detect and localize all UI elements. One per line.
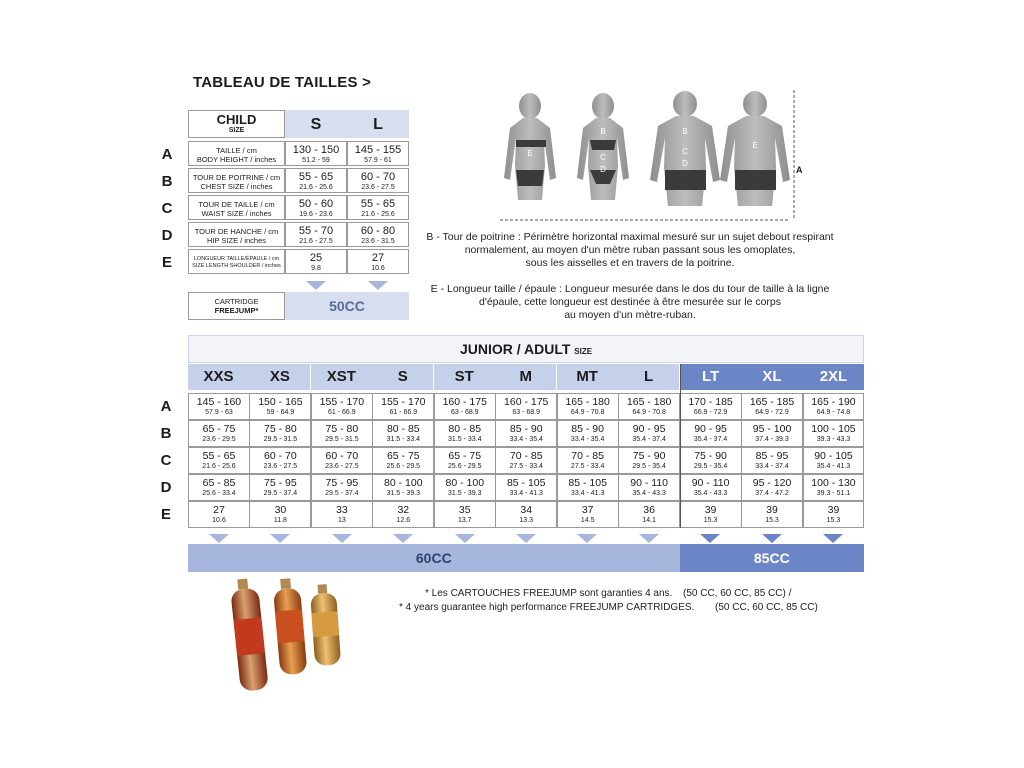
- value-cm: 65 - 75: [202, 423, 236, 435]
- adult-value-cell: [495, 393, 557, 420]
- value-cm: 80 - 85: [448, 423, 482, 435]
- value-cm: 34: [520, 504, 533, 516]
- body-measurement-figures: [490, 88, 810, 228]
- value-inches: 31.5 - 33.4: [386, 436, 421, 443]
- child-header-title: CHILD: [216, 112, 257, 127]
- value-inches: 66.9 - 72.9: [693, 409, 728, 416]
- description-length-line: d'épaule, cette longueur est destinée à être mesurée sur le corps: [478, 296, 782, 308]
- row-letter: E: [161, 254, 172, 271]
- value-inches: 19.6 - 23.6: [299, 211, 333, 218]
- adult-value-cell: [434, 447, 496, 474]
- svg-text:B: B: [600, 127, 606, 136]
- value-inches: 61 - 66.9: [328, 409, 356, 416]
- adult-value-cell: [803, 501, 865, 528]
- adult-value-cell: [372, 474, 434, 501]
- adult-value-cell: [803, 474, 865, 501]
- adult-value-cell: [495, 501, 557, 528]
- value-inches: 33.4 - 41.3: [570, 490, 605, 497]
- adult-value-cell: [741, 447, 803, 474]
- value-cm: 155 - 170: [381, 396, 426, 408]
- value-inches: 13: [337, 517, 346, 524]
- child-row-label: [188, 168, 285, 193]
- svg-text:D: D: [600, 165, 606, 174]
- adult-value-cell: [249, 420, 311, 447]
- adult-value-cell: [680, 420, 742, 447]
- child-value-cell: [285, 141, 347, 166]
- value-cm: 160 - 175: [504, 396, 549, 408]
- banner-size-label: SIZE: [574, 347, 593, 356]
- adult-value-cell: [249, 393, 311, 420]
- value-cm: 130 - 150: [292, 144, 340, 156]
- adult-value-cell: [372, 447, 434, 474]
- value-cm: 70 - 85: [571, 450, 604, 462]
- child-cartridge-value: 50CC: [285, 292, 409, 320]
- value-inches: 29.5 - 37.4: [325, 490, 359, 497]
- adult-value-cell: [741, 420, 803, 447]
- size-group-divider: [680, 364, 681, 528]
- value-cm: 80 - 100: [445, 477, 485, 489]
- value-cm: 100 - 105: [811, 423, 856, 435]
- value-cm: 95 - 120: [752, 477, 792, 489]
- adult-value-cell: [741, 474, 803, 501]
- value-cm: 100 - 130: [811, 477, 856, 489]
- adult-value-cell: [803, 447, 865, 474]
- adult-value-cell: [372, 420, 434, 447]
- value-inches: 12.6: [396, 517, 411, 524]
- value-cm: 65 - 85: [202, 477, 236, 489]
- description-chest-line: B - Tour de poitrine : Périmètre horizontal maximal mesuré sur un sujet debout respirant: [426, 231, 834, 243]
- figure-boy-back: [720, 91, 790, 206]
- adult-value-cell: [311, 501, 373, 528]
- banner-title: JUNIOR / ADULT: [459, 341, 571, 357]
- svg-text:C: C: [682, 147, 688, 156]
- value-cm: 32: [397, 504, 410, 516]
- adult-value-cell: [557, 474, 619, 501]
- adult-pointer-triangle: [639, 534, 659, 543]
- value-inches: 59 - 64.9: [266, 409, 295, 416]
- value-cm: 90 - 110: [691, 477, 730, 489]
- value-inches: 11.8: [273, 517, 287, 524]
- svg-text:E: E: [752, 141, 758, 150]
- value-cm: 90 - 105: [814, 450, 853, 462]
- value-cm: 165 - 180: [565, 396, 610, 408]
- value-inches: 29.5 - 35.4: [632, 463, 666, 470]
- cartridge-label-line: CARTRIDGE: [214, 297, 259, 306]
- row-letter: C: [160, 452, 172, 469]
- child-row-label-line: TOUR DE HANCHE / cm: [194, 227, 279, 236]
- description-length: [420, 283, 840, 322]
- adult-value-cell: [495, 420, 557, 447]
- child-row-label-line: CHEST SIZE / inches: [200, 182, 273, 191]
- value-cm: 145 - 160: [196, 396, 242, 408]
- child-value-cell: [347, 249, 409, 274]
- value-inches: 37.4 - 39.3: [755, 436, 789, 443]
- value-inches: 33.4 - 41.3: [509, 490, 543, 497]
- figure-boy-front: [650, 91, 720, 206]
- value-cm: 27: [213, 504, 225, 516]
- child-pointer-triangle: [368, 281, 388, 290]
- value-inches: 39.3 - 51.1: [816, 490, 851, 497]
- value-inches: 35.4 - 41.3: [816, 463, 851, 470]
- value-inches: 25.6 - 29.5: [448, 463, 482, 470]
- adult-value-cell: [372, 501, 434, 528]
- value-cm: 60 - 70: [325, 450, 359, 462]
- child-row-label-line: BODY HEIGHT / inches: [196, 155, 277, 164]
- child-row-label: [188, 195, 285, 220]
- value-cm: 95 - 100: [752, 423, 792, 435]
- value-inches: 13.7: [457, 517, 472, 524]
- value-inches: 23.6 - 31.5: [361, 238, 395, 245]
- child-value-cell: [347, 222, 409, 247]
- note-en: * 4 years guarantee high performance FREEJUMP CARTRIDGES.: [399, 602, 695, 613]
- value-cm: 65 - 75: [386, 450, 420, 462]
- value-inches: 63 - 68.9: [512, 409, 541, 416]
- svg-text:B: B: [682, 127, 688, 136]
- value-inches: 25.6 - 33.4: [202, 490, 236, 497]
- value-cm: 165 - 180: [626, 396, 672, 408]
- adult-cartridge-60: 60CC: [188, 544, 680, 572]
- adult-pointer-triangle: [762, 534, 782, 543]
- value-cm: 75 - 90: [694, 450, 727, 462]
- value-inches: 29.5 - 31.5: [263, 436, 298, 443]
- adult-value-cell: [557, 447, 619, 474]
- figure-girl-back: [504, 93, 556, 200]
- adult-value-cell: [434, 393, 496, 420]
- child-row-label-line: WAIST SIZE / inches: [201, 209, 272, 218]
- child-row-label: [188, 249, 285, 274]
- adult-pointer-triangle: [209, 534, 229, 543]
- adult-value-cell: [495, 474, 557, 501]
- row-letter: D: [161, 227, 173, 244]
- value-cm: 75 - 90: [632, 450, 666, 462]
- adult-size-header: S: [372, 364, 434, 390]
- adult-pointer-triangle: [270, 534, 290, 543]
- value-inches: 23.6 - 29.5: [202, 436, 236, 443]
- adult-size-header: LT: [680, 364, 742, 390]
- value-inches: 10.6: [212, 517, 226, 524]
- value-inches: 29.5 - 35.4: [693, 463, 728, 470]
- value-cm: 39: [766, 504, 778, 516]
- value-cm: 35: [458, 504, 471, 516]
- value-inches: 61 - 66.9: [389, 409, 418, 416]
- value-inches: 33.4 - 35.4: [509, 436, 543, 443]
- value-cm: 65 - 75: [448, 450, 482, 462]
- child-row-label-line: TOUR DE POITRINE / cm: [192, 173, 281, 182]
- adult-size-header: XXS: [188, 364, 250, 390]
- child-value-cell: [347, 141, 409, 166]
- adult-value-cell: [249, 447, 311, 474]
- adult-value-cell: [618, 447, 680, 474]
- value-cm: 165 - 190: [811, 396, 856, 408]
- adult-value-cell: [618, 474, 680, 501]
- adult-value-cell: [741, 393, 803, 420]
- adult-value-cell: [434, 501, 496, 528]
- svg-text:E: E: [527, 149, 533, 158]
- value-inches: 15.3: [703, 517, 718, 524]
- adult-value-cell: [618, 501, 680, 528]
- adult-value-cell: [311, 420, 373, 447]
- child-value-cell: [347, 168, 409, 193]
- value-inches: 35.4 - 37.4: [693, 436, 728, 443]
- child-row-label-line: TOUR DE TAILLE / cm: [198, 200, 275, 209]
- value-cm: 150 - 165: [258, 396, 303, 408]
- description-chest-line: sous les aisselles et en travers de la poitrine.: [525, 257, 735, 269]
- child-row-label: [188, 222, 285, 247]
- description-chest-line: normalement, au moyen d'un mètre ruban passant sous les omoplates,: [464, 244, 796, 256]
- child-cartridge-label: [188, 292, 285, 320]
- value-cm: 27: [371, 252, 385, 264]
- adult-size-header: XL: [741, 364, 803, 390]
- value-cm: 75 - 95: [325, 477, 359, 489]
- value-cm: 80 - 100: [384, 477, 423, 489]
- value-inches: 23.6 - 27.5: [325, 463, 359, 470]
- adult-value-cell: [741, 501, 803, 528]
- adult-pointer-triangle: [577, 534, 597, 543]
- value-cm: 60 - 80: [360, 225, 396, 237]
- adult-pointer-triangle: [516, 534, 536, 543]
- value-inches: 33.4 - 35.4: [570, 436, 605, 443]
- value-cm: 85 - 105: [506, 477, 546, 489]
- adult-pointer-triangle: [455, 534, 475, 543]
- note-fr-values: (50 CC, 60 CC, 85 CC) /: [683, 588, 792, 599]
- value-inches: 21.6 - 25.6: [361, 211, 395, 218]
- description-length-line: au moyen d'un mètre-ruban.: [564, 309, 696, 321]
- adult-size-header: M: [495, 364, 557, 390]
- row-letter: A: [160, 398, 172, 415]
- child-value-cell: [285, 249, 347, 274]
- value-inches: 27.5 - 33.4: [570, 463, 605, 470]
- value-inches: 64.9 - 74.8: [816, 409, 851, 416]
- value-inches: 35.4 - 37.4: [632, 436, 666, 443]
- child-value-cell: [347, 195, 409, 220]
- adult-size-header: XS: [249, 364, 311, 390]
- adult-value-cell: [495, 447, 557, 474]
- adult-value-cell: [557, 501, 619, 528]
- adult-size-header: L: [618, 364, 680, 390]
- value-inches: 14.1: [642, 517, 656, 524]
- row-letter: B: [161, 173, 173, 190]
- value-inches: 37.4 - 47.2: [755, 490, 789, 497]
- adult-value-cell: [680, 393, 742, 420]
- child-size-header: L: [347, 110, 409, 138]
- adult-table-banner: [188, 335, 864, 363]
- cartridges-photo: [225, 574, 365, 700]
- adult-value-cell: [618, 420, 680, 447]
- child-value-cell: [285, 168, 347, 193]
- value-inches: 35.4 - 43.3: [693, 490, 728, 497]
- adult-value-cell: [188, 501, 250, 528]
- adult-cartridge-85: 85CC: [680, 544, 864, 572]
- note-en-values: (50 CC, 60 CC, 85 CC): [715, 602, 818, 613]
- value-cm: 170 - 185: [688, 396, 733, 408]
- cartridge-small: [310, 583, 342, 666]
- value-cm: 55 - 65: [360, 198, 396, 210]
- adult-size-header: XST: [311, 364, 373, 390]
- adult-value-cell: [188, 474, 250, 501]
- value-inches: 64.9 - 70.8: [632, 409, 666, 416]
- value-cm: 39: [704, 504, 717, 516]
- value-inches: 9.8: [311, 265, 321, 272]
- value-cm: 75 - 80: [264, 423, 297, 435]
- description-chest: [415, 231, 845, 270]
- row-letter: E: [160, 506, 171, 523]
- child-value-cell: [285, 222, 347, 247]
- value-inches: 23.6 - 27.5: [361, 184, 395, 191]
- adult-value-cell: [311, 474, 373, 501]
- value-inches: 15.3: [765, 517, 779, 524]
- value-cm: 90 - 95: [694, 423, 727, 435]
- child-row-label-line: TAILLE / cm: [216, 146, 257, 155]
- description-length-line: E - Longueur taille / épaule : Longueur mesurée dans le dos du tour de taille à la ligne: [430, 283, 830, 295]
- value-inches: 29.5 - 31.5: [325, 436, 359, 443]
- value-inches: 25.6 - 29.5: [386, 463, 421, 470]
- value-cm: 155 - 170: [319, 396, 365, 408]
- value-cm: 36: [643, 504, 655, 516]
- adult-value-cell: [680, 447, 742, 474]
- child-size-header: S: [285, 110, 347, 138]
- adult-pointer-triangle: [332, 534, 352, 543]
- adult-value-cell: [434, 474, 496, 501]
- child-row-label-line: SIZE LENGTH SHOULDER / inches: [192, 262, 281, 269]
- value-cm: 75 - 80: [325, 423, 359, 435]
- value-cm: 37: [581, 504, 594, 516]
- value-inches: 27.5 - 33.4: [509, 463, 543, 470]
- row-letter: B: [160, 425, 172, 442]
- child-row-label-line: LONGUEUR TAILLE/ÉPAULE / cm: [193, 256, 280, 262]
- adult-size-header: MT: [557, 364, 619, 390]
- value-inches: 31.5 - 39.3: [448, 490, 482, 497]
- value-inches: 57.9 - 61: [364, 157, 392, 164]
- adult-value-cell: [249, 474, 311, 501]
- adult-value-cell: [434, 420, 496, 447]
- adult-value-cell: [618, 393, 680, 420]
- value-cm: 60 - 70: [360, 171, 396, 183]
- value-cm: 30: [274, 504, 287, 516]
- adult-value-cell: [557, 393, 619, 420]
- adult-value-cell: [680, 474, 742, 501]
- figure-girl-front: [577, 93, 629, 200]
- adult-value-cell: [188, 447, 250, 474]
- value-cm: 33: [336, 504, 348, 516]
- value-inches: 64.9 - 72.9: [755, 409, 789, 416]
- cartridge-medium: [272, 577, 307, 675]
- row-letter: A: [161, 146, 173, 163]
- value-cm: 75 - 95: [264, 477, 297, 489]
- note-fr: * Les CARTOUCHES FREEJUMP sont garanties 4 ans.: [425, 588, 673, 599]
- child-row-label: [188, 141, 285, 166]
- svg-text:D: D: [682, 159, 688, 168]
- value-inches: 64.9 - 70.8: [570, 409, 605, 416]
- value-inches: 21.6 - 27.5: [299, 238, 333, 245]
- adult-pointer-triangle: [823, 534, 843, 543]
- value-cm: 165 - 185: [749, 396, 795, 408]
- value-inches: 35.4 - 43.3: [632, 490, 666, 497]
- row-letter: D: [160, 479, 172, 496]
- adult-value-cell: [803, 420, 865, 447]
- adult-pointer-triangle: [393, 534, 413, 543]
- adult-value-cell: [680, 501, 742, 528]
- value-inches: 13.3: [519, 517, 534, 524]
- value-cm: 90 - 110: [630, 477, 668, 489]
- value-inches: 63 - 68.9: [450, 409, 479, 416]
- svg-text:C: C: [600, 153, 606, 162]
- adult-value-cell: [249, 501, 311, 528]
- value-inches: 23.6 - 27.5: [263, 463, 298, 470]
- page-title: TABLEAU DE TAILLES >: [193, 74, 372, 91]
- value-cm: 55 - 70: [298, 225, 334, 237]
- value-cm: 60 - 70: [264, 450, 297, 462]
- value-inches: 10.6: [371, 265, 385, 272]
- adult-value-cell: [557, 420, 619, 447]
- value-inches: 21.6 - 25.6: [202, 463, 236, 470]
- value-cm: 85 - 90: [571, 423, 604, 435]
- child-pointer-triangle: [306, 281, 326, 290]
- value-inches: 33.4 - 37.4: [755, 463, 789, 470]
- cartridge-large: [229, 577, 269, 691]
- child-value-cell: [285, 195, 347, 220]
- value-cm: 85 - 105: [568, 477, 607, 489]
- cartridge-label-line: FREEJUMP*: [214, 306, 259, 315]
- value-cm: 70 - 85: [509, 450, 543, 462]
- value-inches: 51.2 - 59: [302, 157, 330, 164]
- value-cm: 39: [827, 504, 840, 516]
- value-inches: 31.5 - 33.4: [448, 436, 482, 443]
- adult-value-cell: [372, 393, 434, 420]
- child-header-size: SIZE: [228, 127, 245, 134]
- value-cm: 25: [309, 252, 323, 264]
- adult-value-cell: [188, 393, 250, 420]
- adult-value-cell: [311, 447, 373, 474]
- value-inches: 31.5 - 39.3: [386, 490, 421, 497]
- value-inches: 21.6 - 25.6: [299, 184, 333, 191]
- adult-size-header: 2XL: [803, 364, 865, 390]
- value-cm: 160 - 175: [442, 396, 487, 408]
- value-inches: 14.5: [580, 517, 595, 524]
- child-row-label-line: HIP SIZE / inches: [206, 236, 267, 245]
- value-cm: 145 - 155: [354, 144, 402, 156]
- adult-size-header: ST: [434, 364, 496, 390]
- row-letter: C: [161, 200, 173, 217]
- value-inches: 29.5 - 37.4: [263, 490, 298, 497]
- value-inches: 39.3 - 43.3: [816, 436, 851, 443]
- value-cm: 80 - 85: [386, 423, 420, 435]
- value-inches: 15.3: [826, 517, 841, 524]
- adult-pointer-triangle: [700, 534, 720, 543]
- value-inches: 57.9 - 63: [205, 409, 233, 416]
- value-cm: 50 - 60: [298, 198, 334, 210]
- value-cm: 85 - 95: [755, 450, 789, 462]
- value-cm: 90 - 95: [632, 423, 666, 435]
- child-header-cell: [188, 110, 285, 138]
- adult-value-cell: [803, 393, 865, 420]
- adult-value-cell: [311, 393, 373, 420]
- adult-value-cell: [188, 420, 250, 447]
- value-cm: 85 - 90: [509, 423, 543, 435]
- value-cm: 55 - 65: [298, 171, 334, 183]
- figure-height-label: A: [796, 165, 803, 175]
- value-cm: 55 - 65: [202, 450, 236, 462]
